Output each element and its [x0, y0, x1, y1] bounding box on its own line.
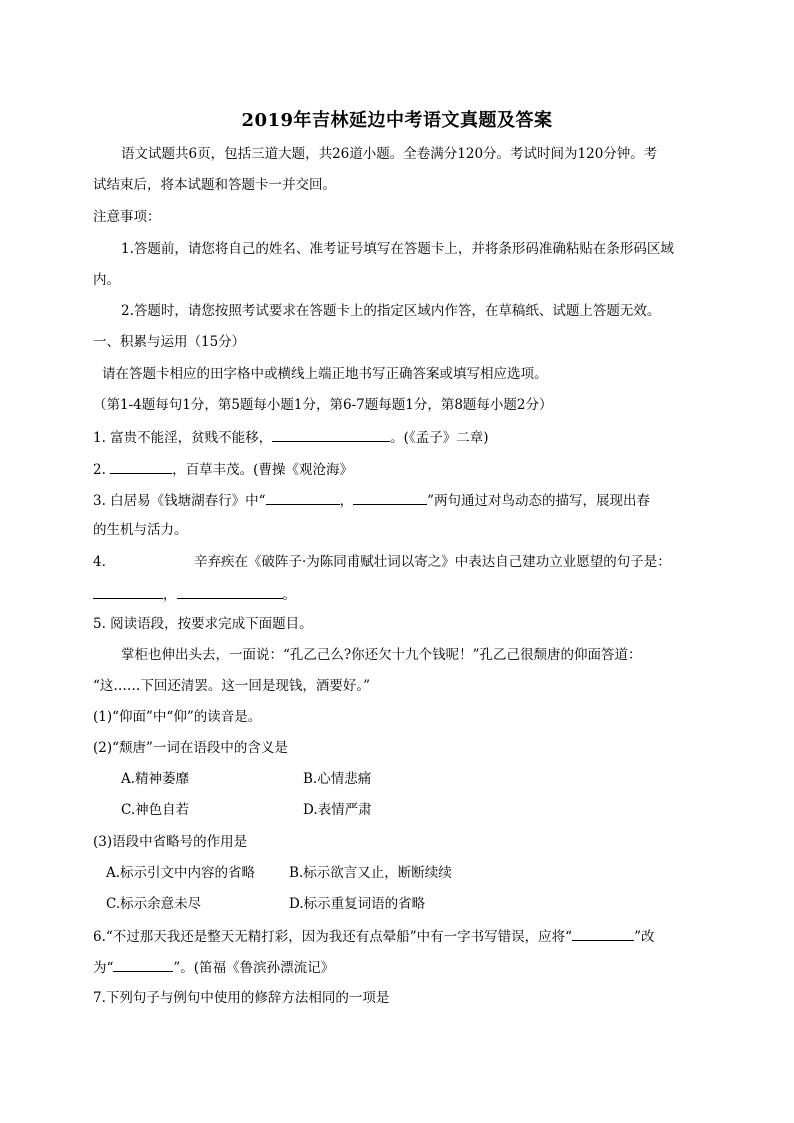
question-5-sub-1: (1)“仰面”中“仰”的读音是。 — [93, 709, 262, 725]
question-5-passage-line-1: 掌柜也伸出头去，一面说：“孔乙己么?你还欠十九个钱呢！”孔乙己很颓唐的仰面答道： — [121, 647, 642, 663]
question-2 — [93, 459, 353, 479]
option-b: B.心情悲痛 — [303, 771, 372, 787]
section-1-instruction: 请在答题卡相应的田字格中或横线上端正地书写正确答案或填写相应选项。 — [102, 366, 548, 382]
option-a: A.精神萎靡 — [121, 771, 190, 787]
question-6-line-1 — [93, 926, 655, 946]
question-3-text-c: ”两句通过对鸟动态的描写，展现出春 — [427, 493, 650, 509]
option-a: A.标示引文中内容的省略 — [106, 865, 256, 881]
notice-heading: 注意事项： — [93, 209, 161, 225]
question-4-comma: ， — [163, 587, 177, 603]
notice-item-1-line-2: 内。 — [93, 272, 120, 288]
question-6-text-a: 6.“不过那天我还是整天无精打彩，因为我还有点晕船”中有一字书写错误，应将“ — [93, 929, 573, 945]
intro-line-2: 试结束后，将本试题和答题卡一并交回。 — [93, 177, 336, 193]
option-c: C.标示余意未尽 — [106, 896, 202, 912]
option-c: C.神色自若 — [121, 802, 190, 818]
notice-item-2: 2.答题时，请您按照考试要求在答题卡上的指定区域内作答，在草稿纸、试题上答题无效。 — [121, 303, 661, 319]
section-1-heading: 一、积累与运用（15分） — [93, 334, 246, 350]
notice-item-1-line-1: 1.答题前，请您将自己的姓名、准考证号填写在答题卡上，并将条形码准确粘贴在条形码区域 — [121, 241, 674, 257]
question-5-sub-2: (2)“颓唐”一词在语段中的含义是 — [93, 740, 288, 756]
question-6-line-2 — [93, 957, 334, 977]
answer-blank — [272, 427, 390, 442]
question-3-text-a: 3. 白居易《钱塘湖春行》中“ — [93, 493, 266, 509]
question-4-text: 辛弃疾在《破阵子·为陈同甫赋壮词以寄之》中表达自己建功立业愿望的句子是： — [194, 554, 671, 570]
question-1-source: 。(《孟子》二章) — [390, 430, 489, 446]
answer-blank — [353, 490, 427, 505]
answer-blank — [113, 957, 173, 972]
answer-blank — [110, 459, 172, 474]
question-4-number: 4. — [93, 554, 106, 570]
question-2-number: 2. — [93, 462, 111, 478]
question-6-text-b: ”改 — [634, 929, 655, 945]
question-4-answer-line — [93, 584, 296, 604]
question-5-sub-3: (3)语段中省略号的作用是 — [93, 834, 248, 850]
option-d: D.表情严肃 — [303, 802, 372, 818]
option-b: B.标示欲言又止，断断续续 — [289, 865, 452, 881]
answer-blank — [93, 584, 163, 599]
question-4-period: 。 — [282, 587, 296, 603]
section-1-scoring: （第1-4题每句1分，第5题每小题1分，第6-7题每题1分，第8题每小题2分） — [93, 397, 553, 413]
question-3 — [93, 490, 650, 510]
question-3-line-2: 的生机与活力。 — [93, 522, 188, 538]
answer-blank — [266, 490, 340, 505]
question-6-text-d: ”。(笛福《鲁滨孙漂流记》 — [173, 960, 335, 976]
answer-blank — [572, 926, 634, 941]
intro-line-1: 语文试题共6页，包括三道大题，共26道小题。全卷满分120分。考试时间为120分钟。考 — [121, 146, 658, 162]
question-6-text-c: 为“ — [93, 960, 114, 976]
question-3-text-b: ， — [339, 493, 354, 509]
question-7: 7.下列句子与例句中使用的修辞方法相同的一项是 — [93, 990, 390, 1006]
question-1 — [93, 427, 488, 447]
question-2-text: ，百草丰茂。(曹操《观沧海》 — [172, 462, 353, 478]
question-5-heading: 5. 阅读语段，按要求完成下面题目。 — [93, 616, 313, 632]
answer-blank — [177, 584, 283, 599]
option-d: D.标示重复词语的省略 — [289, 896, 426, 912]
question-1-text: 1. 富贵不能淫，贫贱不能移， — [93, 430, 273, 446]
page-title: 2019年吉林延边中考语文真题及答案 — [241, 110, 553, 131]
question-5-passage-line-2: “这……下回还清罢。这一回是现钱，酒要好。” — [93, 678, 371, 694]
